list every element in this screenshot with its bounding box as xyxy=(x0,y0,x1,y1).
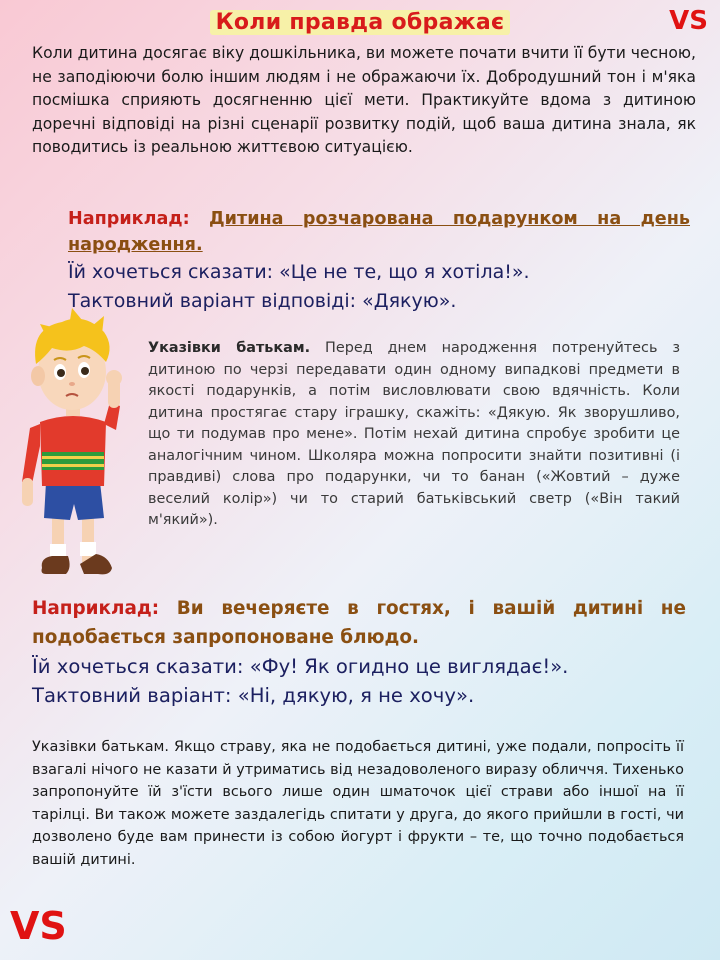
example-1-label: Наприклад: xyxy=(68,209,190,229)
vs-logo-bottom: VS xyxy=(10,904,67,948)
example-2-topic: Ви вечеряєте в гостях, і вашій дитині не подобається запропоноване блюдо. xyxy=(32,598,686,648)
example-1-heading xyxy=(68,206,690,258)
confused-boy-illustration xyxy=(0,306,140,596)
example-1-topic: Дитина розчарована подарунком на день народження. xyxy=(68,209,690,255)
parent-tip-1 xyxy=(148,338,680,532)
example-2 xyxy=(32,594,686,710)
parent-tip-1-text: Перед днем народження потренуйтесь з дитиною по черзі передавати один одному випадкові предмети в якості подарунків, а потім висловлювати свою вдячність. Коли дитина простягає стару іграшку, скажіть: «Дякую. Як зворушливо, що ти подумав про мене». Потім нехай дитина спробує зробити це аналогічним чином. Школяра можна попросити знайти позитивні (і правдиві) слова про подарунки, чи то банан («Жовтий – дуже веселий колір») чи то старий батьківський светр («Він такий м'який»). xyxy=(148,340,681,528)
example-2-heading xyxy=(32,594,686,652)
example-1 xyxy=(68,206,690,316)
example-2-wants: Їй хочеться сказати: «Фу! Як огидно це виглядає!». xyxy=(32,655,569,678)
intro-paragraph: Коли дитина досягає віку дошкільника, ви можете почати вчити її бути чесною, не заподіюючи болю іншим людям і не ображаючи їх. Добродушний тон і м'яка посмішка сприяють досягненню цієї мети. Практикуйте вдома з дитиною доречні відповіді на різні сценарії розвитку подій, щоб ваша дитина знала, як поводитись із реальною життєвою ситуацією. xyxy=(32,44,696,157)
example-2-label: Наприклад: xyxy=(32,598,160,619)
page-title-text: Коли правда ображає xyxy=(210,10,511,35)
example-1-wants: Їй хочеться сказати: «Це не те, що я хотіла!». xyxy=(68,261,530,283)
parent-tip-1-lead: Указівки батькам. xyxy=(148,340,311,356)
example-2-tactful: Тактовний варіант: «Ні, дякую, я не хочу». xyxy=(32,684,475,707)
vs-logo-top: VS xyxy=(669,6,708,36)
parent-tip-2: Указівки батькам. Якщо страву, яка не подобається дитині, уже подали, попросіть її взагалі нічого не казати й утриматись від незадоволеного виразу обличчя. Тихенько запропонуйте їй з'їсти всього лише один шматочок цієї страви або іншої на її тарілці. Ви також можете заздалегідь спитати у друга, до якого прийшли в гості, чи дозволено буде вам принести із собою йогурт і фрукти – те, що точно подобається вашій дитині. xyxy=(32,739,684,868)
example-1-tactful: Тактовний варіант відповіді: «Дякую». xyxy=(68,290,457,312)
page-title xyxy=(0,10,720,35)
